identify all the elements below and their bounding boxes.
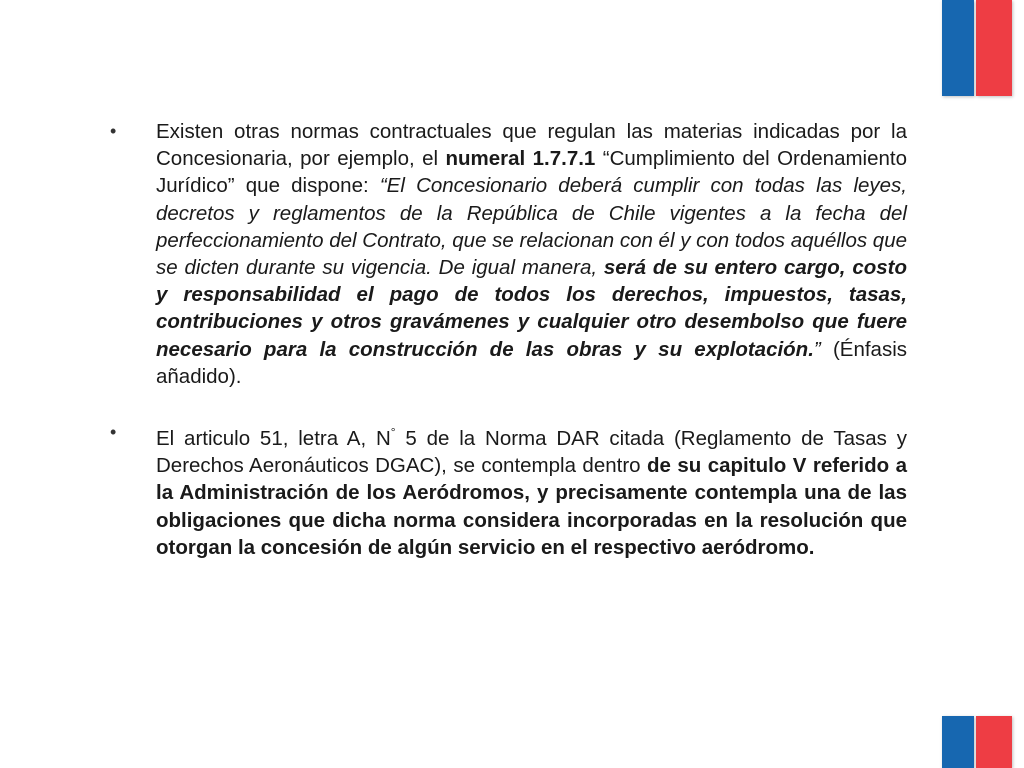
chile-flag-stripes-top xyxy=(942,0,1014,96)
bullet-dot-icon: • xyxy=(110,121,117,141)
text-run: El articulo 51, letra A, N xyxy=(156,427,391,451)
bullet-dot-icon: • xyxy=(110,422,117,443)
text-run: Existen otras normas contractuales que regulan las materias indicadas por la Concesionaria, por ejemplo, el xyxy=(156,120,907,171)
text-run: (Énfasis añadido). xyxy=(156,337,907,388)
slide-body xyxy=(110,118,907,561)
blue-stripe xyxy=(942,0,974,96)
text-run-bold: numeral 1.7.7.1 xyxy=(445,147,596,171)
text-run-bold: de su capitulo V referido a la Administración de los Aeródromos, y precisamente contempla una de las obligaciones que dicha norma considera incorporadas en la resolución que otorgan la concesión de algún servicio en el respectivo aeródromo. xyxy=(156,454,908,559)
text-run-bold-italic: será de su entero cargo, costo y responsabilidad el pago de todos los derechos, impuestos, tasas, contribuciones y otros gravámenes y cualquier otro desembolso que fuere necesario para la construcción de las obras y su explotación. xyxy=(156,256,907,361)
text-run-italic: “El Concesionario deberá cumplir con todas las leyes, decretos y reglamentos de la República de Chile vigentes a la fecha del perfeccionamiento del Contrato, que se relacionan con él y con todos aquéllos que se dicten durante su vigencia. De igual manera, xyxy=(156,174,908,280)
blue-stripe xyxy=(942,716,974,768)
bullet-item-1 xyxy=(110,118,907,390)
degree-sign: ° xyxy=(390,425,396,440)
chile-flag-stripes-bottom xyxy=(942,716,1014,768)
text-run: 5 de la Norma DAR citada (Reglamento de Tasas y Derechos Aeronáuticos DGAC), se contempla dentro xyxy=(156,427,907,478)
bullet-item-2 xyxy=(110,419,907,561)
text-run-italic: ” xyxy=(813,337,821,361)
text-run: “Cumplimiento del Ordenamiento Jurídico” que dispone: xyxy=(156,147,907,198)
red-stripe xyxy=(976,0,1012,96)
red-stripe xyxy=(976,716,1012,768)
